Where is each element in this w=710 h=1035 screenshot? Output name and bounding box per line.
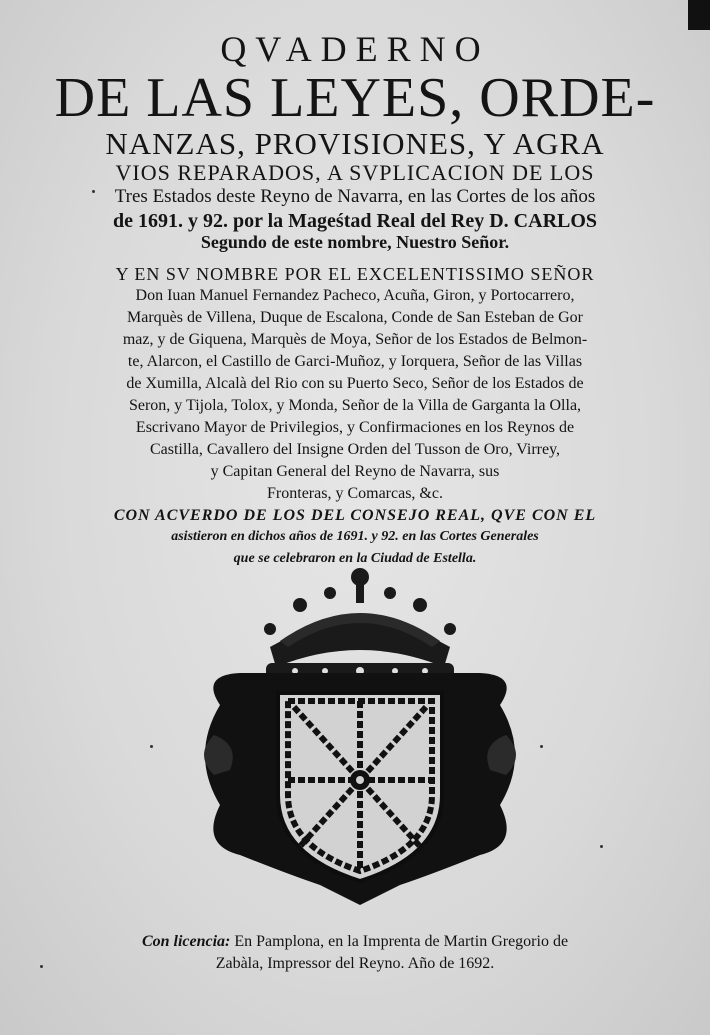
imprint-line-2: Zabàla, Impressor del Reyno. Año de 1692. [215, 955, 495, 972]
title-line-5: Tres Estados deste Reyno de Navarra, en las Cortes de los años [114, 186, 596, 207]
scan-edge-mark [688, 0, 710, 30]
license-label: Con licencia: [141, 933, 231, 950]
body-line-11: Fronteras, y Comarcas, &c. [267, 485, 443, 502]
body-line-7: Seron, y Tijola, Tolox, y Monda, Señor de la Villa de Garganta la Olla, [128, 397, 582, 414]
ink-speck [540, 745, 543, 748]
italic-line-2: asistieron en dichos años de 1691. y 92. en las Cortes Generales [171, 529, 539, 544]
title-line-7: Segundo de este nombre, Nuestro Señor. [200, 232, 510, 252]
title-line-2: DE LAS LEYES, ORDE- [54, 67, 656, 129]
title-line-3: NANZAS, PROVISIONES, Y AGRA [105, 126, 605, 161]
ink-speck [600, 845, 603, 848]
title-line-6: de 1691. y 92. por la Mageśtad Real del Rey D. CARLOS [112, 210, 598, 232]
title-line-1: QVADERNO [220, 29, 490, 69]
body-line-2: Don Iuan Manuel Fernandez Pacheco, Acuña, Giron, y Portocarrero, [135, 287, 575, 304]
body-line-6: de Xumilla, Alcalà del Rio con su Puerto Seco, Señor de los Estados de [126, 375, 584, 392]
imprint-line-1 [0, 933, 710, 951]
body-line-5: te, Alarcon, el Castillo de Garci-Muñoz, y Iorquera, Señor de las Villas [127, 353, 583, 370]
body-line-3: Marquès de Villena, Duque de Escalona, Conde de San Esteban de Gor [127, 309, 583, 326]
title-line-4: VIOS REPARADOS, A SVPLICACION DE LOS [115, 160, 595, 185]
body-line-4: maz, y de Giquena, Marquès de Moya, Señor de los Estados de Belmon- [122, 331, 588, 348]
body-line-8: Escrivano Mayor de Privilegios, y Confirmaciones en los Reynos de [135, 419, 575, 436]
italic-line-3: que se celebraron en la Ciudad de Estella. [233, 551, 477, 566]
navarre-coat-of-arms-icon [200, 555, 520, 915]
body-line-1: Y EN SV NOMBRE POR EL EXCELENTISSIMO SEÑOR [115, 264, 595, 284]
italic-line-1: CON ACVERDO DE LOS DEL CONSEJO REAL, QVE CON EL [113, 507, 597, 524]
body-line-9: Castilla, Cavallero del Insigne Orden del Tusson de Oro, Virrey, [149, 441, 561, 458]
imprint-place: En Pamplona, en la Imprenta de Martin Gregorio de [230, 933, 569, 950]
ink-speck [150, 745, 153, 748]
body-line-10: y Capitan General del Reyno de Navarra, sus [210, 463, 500, 480]
